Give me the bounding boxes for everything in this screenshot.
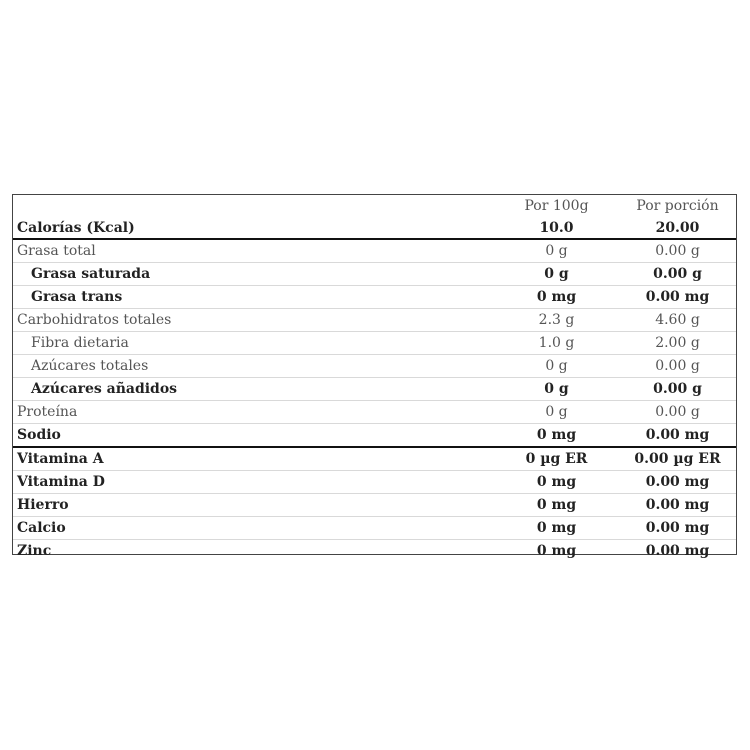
nutrient-per-100g: 0 g: [494, 401, 619, 424]
nutrient-row-azucares-totales: [13, 355, 736, 378]
nutrient-per-portion: 0.00 mg: [619, 424, 736, 448]
nutrient-row-hierro: [13, 494, 736, 517]
nutrient-name: Hierro: [13, 494, 494, 517]
nutrient-row-zinc: [13, 540, 736, 563]
nutrient-per-portion: 0.00 mg: [619, 517, 736, 540]
nutrient-per-100g: 0 g: [494, 263, 619, 286]
column-header-row: [13, 195, 736, 217]
nutrient-per-portion: 0.00 g: [619, 401, 736, 424]
nutrient-name: Grasa trans: [13, 286, 494, 309]
nutrient-row-vitamina-d: [13, 471, 736, 494]
nutrient-per-100g: 0 mg: [494, 424, 619, 448]
nutrient-per-100g: 0 mg: [494, 517, 619, 540]
nutrient-per-portion: 0.00 g: [619, 239, 736, 263]
nutrient-name: Sodio: [13, 424, 494, 448]
nutrient-row-grasa-total: [13, 239, 736, 263]
nutrition-facts-table: [12, 194, 737, 559]
column-header-per-100g: Por 100g: [524, 198, 589, 214]
nutrient-per-100g: 0 µg ER: [494, 447, 619, 471]
nutrient-per-portion: 0.00 g: [619, 378, 736, 401]
nutrient-name: Carbohidratos totales: [13, 309, 494, 332]
nutrition-table: [13, 195, 736, 562]
nutrient-per-100g: 2.3 g: [494, 309, 619, 332]
nutrient-per-portion: 0.00 mg: [619, 286, 736, 309]
nutrient-per-100g: 0 mg: [494, 471, 619, 494]
nutrient-name: Zinc: [17, 543, 52, 559]
nutrient-per-portion: 0.00 µg ER: [619, 447, 736, 471]
nutrient-per-100g: 0 mg: [536, 543, 577, 559]
nutrient-row-sodio: [13, 424, 736, 448]
nutrient-name: Fibra dietaria: [13, 332, 494, 355]
nutrient-row-azucares-anadidos: [13, 378, 736, 401]
nutrient-per-100g: 0 g: [494, 239, 619, 263]
nutrient-per-100g: 0 g: [494, 378, 619, 401]
nutrient-name: Vitamina A: [13, 447, 494, 471]
nutrient-per-100g: 0 mg: [494, 286, 619, 309]
nutrient-name: Azúcares añadidos: [13, 378, 494, 401]
nutrient-name: Vitamina D: [13, 471, 494, 494]
nutrient-per-100g: 0 g: [494, 355, 619, 378]
nutrient-row-carbohidratos: [13, 309, 736, 332]
nutrient-row-grasa-saturada: [13, 263, 736, 286]
nutrient-per-portion: 2.00 g: [619, 332, 736, 355]
nutrient-name: Proteína: [13, 401, 494, 424]
nutrient-name: Calcio: [13, 517, 494, 540]
nutrient-row-fibra: [13, 332, 736, 355]
calories-per-portion: 20.00: [655, 219, 700, 236]
nutrient-per-100g: 1.0 g: [494, 332, 619, 355]
calories-label: Calorías (Kcal): [17, 219, 135, 236]
nutrient-per-portion: 0.00 g: [619, 263, 736, 286]
nutrient-name: Grasa total: [13, 239, 494, 263]
nutrient-per-portion: 0.00 mg: [619, 471, 736, 494]
nutrient-name: Azúcares totales: [13, 355, 494, 378]
calories-row: [13, 217, 736, 239]
nutrient-name: Grasa saturada: [13, 263, 494, 286]
nutrient-per-portion: 0.00 mg: [645, 543, 710, 559]
calories-per-100g: 10.0: [539, 219, 574, 236]
nutrient-per-portion: 0.00 mg: [619, 494, 736, 517]
column-header-per-portion: Por porción: [636, 198, 719, 214]
nutrient-per-portion: 0.00 g: [619, 355, 736, 378]
nutrient-row-grasa-trans: [13, 286, 736, 309]
nutrient-per-portion: 4.60 g: [619, 309, 736, 332]
nutrient-row-calcio: [13, 517, 736, 540]
nutrient-row-vitamina-a: [13, 447, 736, 471]
header-empty-cell: [13, 195, 494, 217]
nutrient-row-proteina: [13, 401, 736, 424]
nutrient-per-100g: 0 mg: [494, 494, 619, 517]
